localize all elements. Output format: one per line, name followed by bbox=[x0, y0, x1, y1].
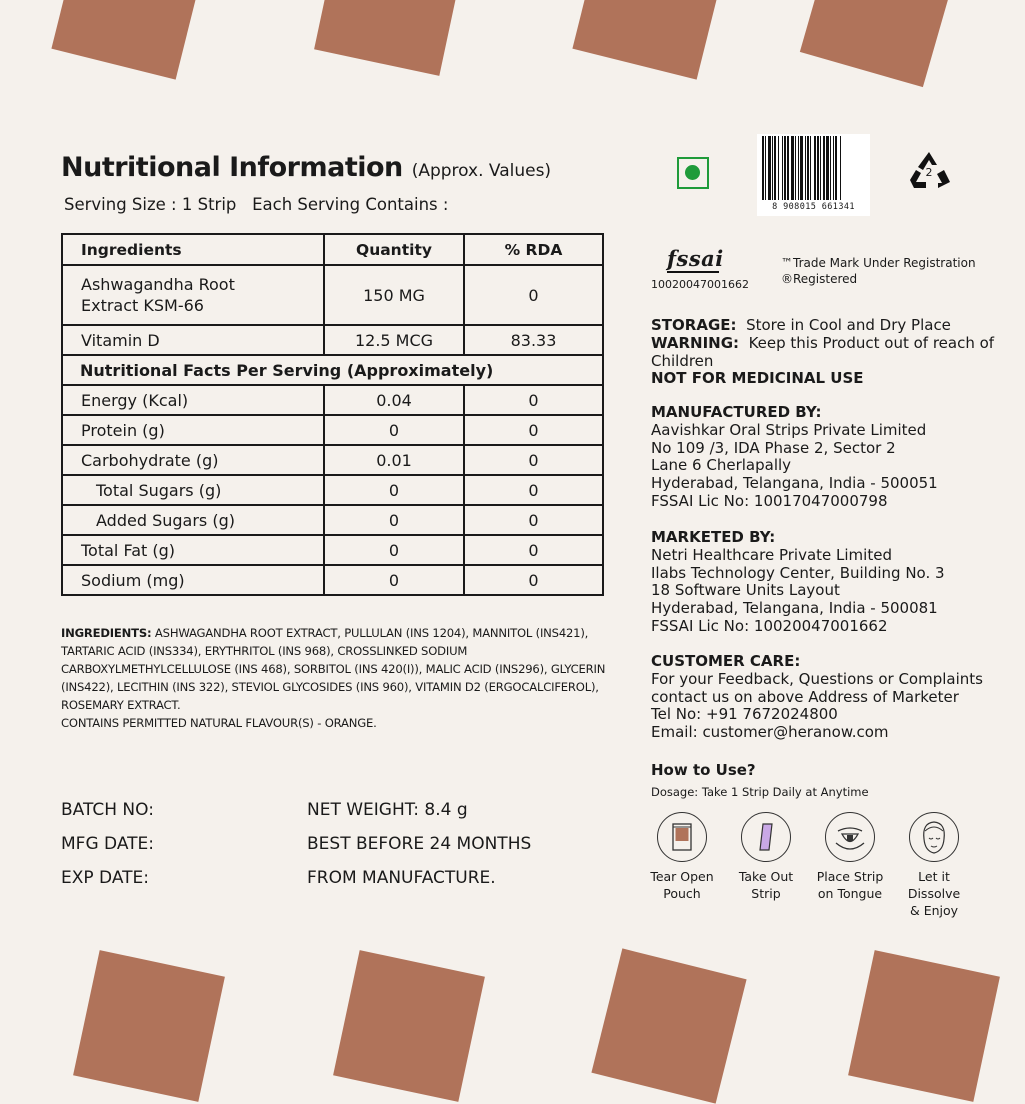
address-line: Hyderabad, Telangana, India - 500081 bbox=[651, 599, 938, 618]
storage-text: Store in Cool and Dry Place bbox=[746, 316, 951, 334]
usage-step bbox=[892, 812, 976, 919]
pouch-icon bbox=[657, 812, 707, 862]
barcode-number: 8 908015 661341 bbox=[772, 202, 855, 212]
row-rda: 0 bbox=[464, 505, 603, 535]
manufactured-label: MANUFACTURED BY: bbox=[651, 403, 822, 421]
row-quantity: 0 bbox=[324, 475, 464, 505]
row-rda: 0 bbox=[464, 415, 603, 445]
decor-tile bbox=[51, 0, 206, 80]
address-line: Lane 6 Cherlapally bbox=[651, 456, 792, 475]
row-name: Ashwagandha Root Extract KSM-66 bbox=[62, 265, 324, 325]
batch-no-label: BATCH NO: bbox=[61, 800, 154, 820]
fssai-wordmark: fssai bbox=[667, 246, 724, 271]
tongue-icon bbox=[825, 812, 875, 862]
marketed-section bbox=[651, 529, 1011, 636]
customer-care-section bbox=[651, 653, 1011, 742]
table-row bbox=[62, 535, 603, 565]
fssai-logo bbox=[667, 248, 724, 273]
row-name: Protein (g) bbox=[62, 415, 324, 445]
trademark-note bbox=[781, 255, 976, 287]
row-name: Sodium (mg) bbox=[62, 565, 324, 595]
table-row bbox=[62, 445, 603, 475]
address-line: Hyderabad, Telangana, India - 500051 bbox=[651, 474, 938, 493]
care-line: Email: customer@heranow.com bbox=[651, 723, 889, 742]
decor-tile bbox=[73, 950, 225, 1102]
row-quantity: 0 bbox=[324, 535, 464, 565]
table-row bbox=[62, 265, 603, 325]
row-rda: 83.33 bbox=[464, 325, 603, 355]
column-header: Quantity bbox=[324, 234, 464, 265]
barcode-icon bbox=[757, 136, 870, 206]
best-before: BEST BEFORE 24 MONTHS bbox=[307, 834, 532, 854]
storage-label: STORAGE: bbox=[651, 316, 737, 334]
how-to-use-title: How to Use? bbox=[651, 761, 756, 779]
address-line: 18 Software Units Layout bbox=[651, 581, 840, 600]
address-line: Netri Healthcare Private Limited bbox=[651, 545, 892, 564]
usage-step bbox=[640, 812, 724, 919]
row-rda: 0 bbox=[464, 475, 603, 505]
address-line: Aavishkar Oral Strips Private Limited bbox=[651, 420, 927, 439]
row-rda: 0 bbox=[464, 265, 603, 325]
usage-step bbox=[808, 812, 892, 919]
mfg-date-label: MFG DATE: bbox=[61, 834, 154, 854]
step-label: Tear Open Pouch bbox=[650, 869, 714, 901]
decor-tile bbox=[591, 948, 746, 1103]
from-manufacture: FROM MANUFACTURE. bbox=[307, 868, 496, 888]
step-label: Take Out Strip bbox=[738, 869, 794, 901]
table-row bbox=[62, 475, 603, 505]
decor-tile bbox=[800, 0, 958, 87]
face-icon bbox=[909, 812, 959, 862]
table-row bbox=[62, 385, 603, 415]
row-name: Total Sugars (g) bbox=[62, 475, 324, 505]
row-rda: 0 bbox=[464, 385, 603, 415]
row-quantity: 150 MG bbox=[324, 265, 464, 325]
usage-step bbox=[724, 812, 808, 919]
row-quantity: 0 bbox=[324, 415, 464, 445]
marketed-label: MARKETED BY: bbox=[651, 528, 776, 546]
registered-line: ®Registered bbox=[781, 272, 858, 286]
row-rda: 0 bbox=[464, 535, 603, 565]
section-row bbox=[62, 355, 603, 385]
address-line: FSSAI Lic No: 10017047000798 bbox=[651, 491, 888, 510]
decor-tile bbox=[572, 0, 727, 80]
barcode bbox=[757, 134, 870, 216]
warning-label: WARNING: bbox=[651, 333, 740, 352]
column-header: Ingredients bbox=[62, 234, 324, 265]
ingredients-list bbox=[61, 624, 616, 732]
decor-tile bbox=[333, 950, 485, 1102]
table-row bbox=[62, 415, 603, 445]
trademark-line: ™Trade Mark Under Registration bbox=[781, 256, 976, 270]
customer-care-label: CUSTOMER CARE: bbox=[651, 652, 801, 670]
care-line: For your Feedback, Questions or Complaints bbox=[651, 669, 983, 688]
recycle-number: 2 bbox=[925, 166, 933, 179]
serving-info: Serving Size : 1 Strip Each Serving Contains : bbox=[64, 195, 449, 214]
exp-date-label: EXP DATE: bbox=[61, 868, 149, 888]
row-name: Energy (Kcal) bbox=[62, 385, 324, 415]
row-quantity: 0.04 bbox=[324, 385, 464, 415]
nutrition-table bbox=[61, 233, 604, 596]
dosage-text: Dosage: Take 1 Strip Daily at Anytime bbox=[651, 785, 869, 799]
row-quantity: 0.01 bbox=[324, 445, 464, 475]
decor-tile bbox=[848, 950, 1000, 1102]
table-row bbox=[62, 565, 603, 595]
title-note: (Approx. Values) bbox=[411, 161, 552, 181]
net-weight: NET WEIGHT: 8.4 g bbox=[307, 800, 468, 820]
page-title: Nutritional Information (Approx. Values) bbox=[61, 152, 552, 183]
care-line: Tel No: +91 7672024800 bbox=[651, 705, 838, 724]
strip-icon bbox=[741, 812, 791, 862]
row-rda: 0 bbox=[464, 565, 603, 595]
row-quantity: 0 bbox=[324, 565, 464, 595]
ingredients-text: ASHWAGANDHA ROOT EXTRACT, PULLULAN (INS 1204), MANNITOL (INS421), TARTARIC ACID (INS334), ERYTHRITOL (INS 968), CROSSLINKED SODIUM CARBOXYLMETHYLCELLULOSE (INS 468), SORBITOL (INS 420(I)), MALIC ACID (INS296), GLYCERIN (INS422), LECITHIN (INS 322), STEVIOL GLYCOSIDES (INS 960), VITAMIN D2 (ERGOCALCIFEROL), ROSEMARY EXTRACT. bbox=[61, 626, 606, 712]
row-quantity: 0 bbox=[324, 505, 464, 535]
row-name: Total Fat (g) bbox=[62, 535, 324, 565]
address-line: FSSAI Lic No: 10020047001662 bbox=[651, 616, 888, 635]
section-header: Nutritional Facts Per Serving (Approximately) bbox=[62, 355, 603, 385]
address-line: Ilabs Technology Center, Building No. 3 bbox=[651, 563, 945, 582]
ingredients-flavour: CONTAINS PERMITTED NATURAL FLAVOUR(S) - ORANGE. bbox=[61, 716, 377, 730]
ingredients-label: INGREDIENTS: bbox=[61, 626, 152, 640]
address-line: No 109 /3, IDA Phase 2, Sector 2 bbox=[651, 438, 896, 457]
care-line: contact us on above Address of Marketer bbox=[651, 687, 959, 706]
decor-tile bbox=[314, 0, 466, 76]
warning-text: Keep this Product out of reach of Children bbox=[651, 333, 995, 370]
not-medicinal: NOT FOR MEDICINAL USE bbox=[651, 369, 864, 388]
table-row bbox=[62, 505, 603, 535]
step-label: Let it Dissolve & Enjoy bbox=[907, 869, 961, 918]
row-quantity: 12.5 MCG bbox=[324, 325, 464, 355]
usage-steps bbox=[640, 812, 985, 919]
manufactured-section bbox=[651, 404, 1011, 511]
veg-mark-icon bbox=[677, 157, 709, 189]
table-row bbox=[62, 325, 603, 355]
storage-section bbox=[651, 317, 1011, 388]
row-name: Added Sugars (g) bbox=[62, 505, 324, 535]
row-name: Vitamin D bbox=[62, 325, 324, 355]
recycle-icon bbox=[906, 150, 952, 192]
step-label: Place Strip on Tongue bbox=[816, 869, 884, 901]
row-rda: 0 bbox=[464, 445, 603, 475]
row-name: Carbohydrate (g) bbox=[62, 445, 324, 475]
column-header: % RDA bbox=[464, 234, 603, 265]
fssai-number: 10020047001662 bbox=[651, 278, 749, 291]
